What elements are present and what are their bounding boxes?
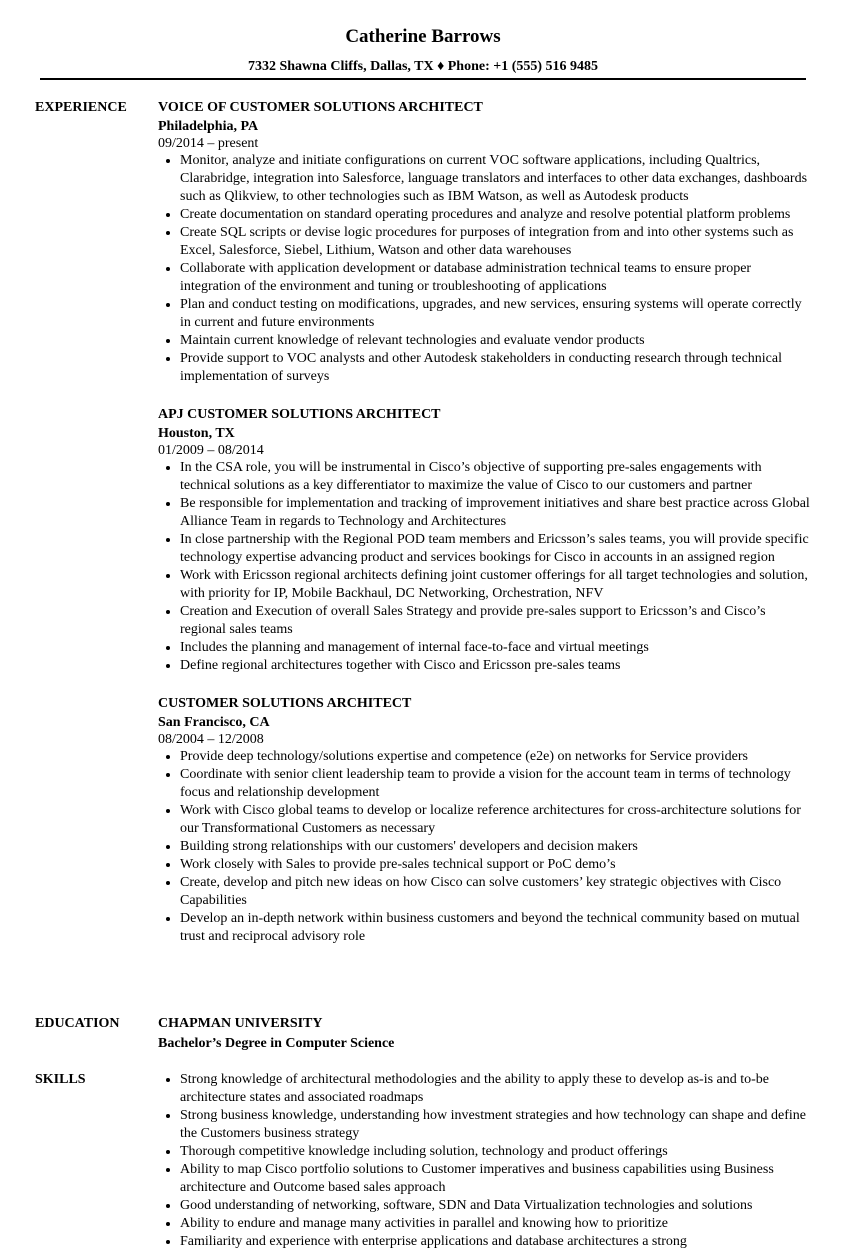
bullet-item: • Includes the planning and management of internal face-to-face and virtual meetings: [180, 639, 813, 657]
bullet-item: • Work with Ericsson regional architects defining joint customer offerings for all target technologies and solution, with priority for IP, Mobile Backhaul, DC Networking, Orchestration, NFV: [180, 567, 813, 603]
skill-item: • Familiarity and experience with enterprise applications and database architectures a strong: [180, 1233, 813, 1251]
job-title: VOICE OF CUSTOMER SOLUTIONS ARCHITECT: [158, 100, 483, 115]
job-bullets: [158, 459, 813, 675]
bullet-item: • In close partnership with the Regional POD team members and Ericsson’s sales teams, you will provide specific technology expertise advancing product and services bookings for Cisco in accounts in an assigned region: [180, 531, 813, 567]
bullet-item: • Creation and Execution of overall Sales Strategy and provide pre-sales support to Ericsson’s and Cisco’s regional sales teams: [180, 603, 813, 639]
bullet-item: • Maintain current knowledge of relevant technologies and evaluate vendor products: [180, 332, 813, 350]
skill-bullets: [158, 1071, 813, 1251]
bullet-item: • Define regional architectures together with Cisco and Ericsson pre-sales teams: [180, 657, 813, 675]
job-dates: 01/2009 – 08/2014: [158, 443, 264, 458]
skill-item: • Thorough competitive knowledge including solution, technology and product offerings: [180, 1143, 813, 1161]
job-bullets: [158, 748, 813, 946]
bullet-item: • Be responsible for implementation and tracking of improvement initiatives and share best practice across Global Alliance Team in regards to Technology and Architectures: [180, 495, 813, 531]
experience-list: [158, 99, 813, 960]
bullet-item: • Monitor, analyze and initiate configurations on current VOC software applications, including Qualtrics, Clarabridge, integration into Salesforce, language translators and interfaces to other data exchanges, dashboards such as Qlikview, to other technologies such as IBM Watson, as well as Autodesk products: [180, 152, 813, 206]
bullet-item: • Collaborate with application development or database administration technical teams to ensure proper integration of the environment and tuning or troubleshooting of applications: [180, 260, 813, 296]
bullet-item: • Work with Cisco global teams to develop or localize reference architectures for cross-architecture solutions for our Transformational Customers as necessary: [180, 802, 813, 838]
job-location: Houston, TX: [158, 426, 235, 441]
header-divider: [40, 78, 806, 80]
bullet-item: • Create SQL scripts or devise logic procedures for purposes of integration from and into other systems such as Excel, Salesforce, Siebel, Lithium, Watson and other data warehouses: [180, 224, 813, 260]
skill-item: • Strong business knowledge, understanding how investment strategies and how technology can shape and define the Customers business strategy: [180, 1107, 813, 1143]
section-title-skills: SKILLS: [35, 1072, 86, 1087]
skills-list: [158, 1071, 813, 1251]
skill-item: • Ability to endure and manage many activities in parallel and knowing how to prioritize: [180, 1215, 813, 1233]
bullet-item: • In the CSA role, you will be instrumental in Cisco’s objective of supporting pre-sales engagements with technical solutions as a key differentiator to maximize the value of Cisco to our customers and partner: [180, 459, 813, 495]
bullet-item: • Provide deep technology/solutions expertise and competence (e2e) on networks for Service providers: [180, 748, 813, 766]
bullet-item: • Create, develop and pitch new ideas on how Cisco can solve customers’ key strategic objectives with Cisco Capabilities: [180, 874, 813, 910]
job-dates: 09/2014 – present: [158, 136, 259, 151]
bullet-item: • Work closely with Sales to provide pre-sales technical support or PoC demo’s: [180, 856, 813, 874]
bullet-item: • Coordinate with senior client leadership team to provide a vision for the account team in terms of technology focus and relationship development: [180, 766, 813, 802]
job-bullets: [158, 152, 813, 386]
bullet-item: • Develop an in-depth network within business customers and beyond the technical community based on mutual trust and reciprocal advisory role: [180, 910, 813, 946]
degree: Bachelor’s Degree in Computer Science: [158, 1036, 395, 1051]
job-entry: [158, 695, 813, 946]
bullet-item: • Provide support to VOC analysts and other Autodesk stakeholders in conducting research through technical implementation of surveys: [180, 350, 813, 386]
job-title: APJ CUSTOMER SOLUTIONS ARCHITECT: [158, 407, 441, 422]
skill-item: • Good understanding of networking, software, SDN and Data Virtualization technologies and solutions: [180, 1197, 813, 1215]
job-dates: 08/2004 – 12/2008: [158, 732, 264, 747]
school-name: CHAPMAN UNIVERSITY: [158, 1016, 323, 1031]
job-entry: [158, 99, 813, 386]
job-location: San Francisco, CA: [158, 715, 270, 730]
job-title: CUSTOMER SOLUTIONS ARCHITECT: [158, 696, 412, 711]
skill-item: • Strong knowledge of architectural methodologies and the ability to apply these to develop as-is and to-be architecture states and associated roadmaps: [180, 1071, 813, 1107]
education-entry: [158, 1015, 813, 1055]
bullet-item: • Building strong relationships with our customers' developers and decision makers: [180, 838, 813, 856]
section-title-education: EDUCATION: [35, 1016, 120, 1031]
candidate-name: Catherine Barrows: [345, 26, 501, 47]
job-location: Philadelphia, PA: [158, 119, 259, 134]
bullet-item: • Create documentation on standard operating procedures and analyze and resolve potential platform problems: [180, 206, 813, 224]
job-entry: [158, 406, 813, 675]
section-title-experience: EXPERIENCE: [35, 100, 127, 115]
contact-line: 7332 Shawna Cliffs, Dallas, TX ♦ Phone: +1 (555) 516 9485: [247, 59, 599, 74]
skill-item: • Ability to map Cisco portfolio solutions to Customer imperatives and business capabilities using Business architecture and Outcome based sales approach: [180, 1161, 813, 1197]
bullet-item: • Plan and conduct testing on modifications, upgrades, and new services, ensuring systems will operate correctly in current and future environments: [180, 296, 813, 332]
